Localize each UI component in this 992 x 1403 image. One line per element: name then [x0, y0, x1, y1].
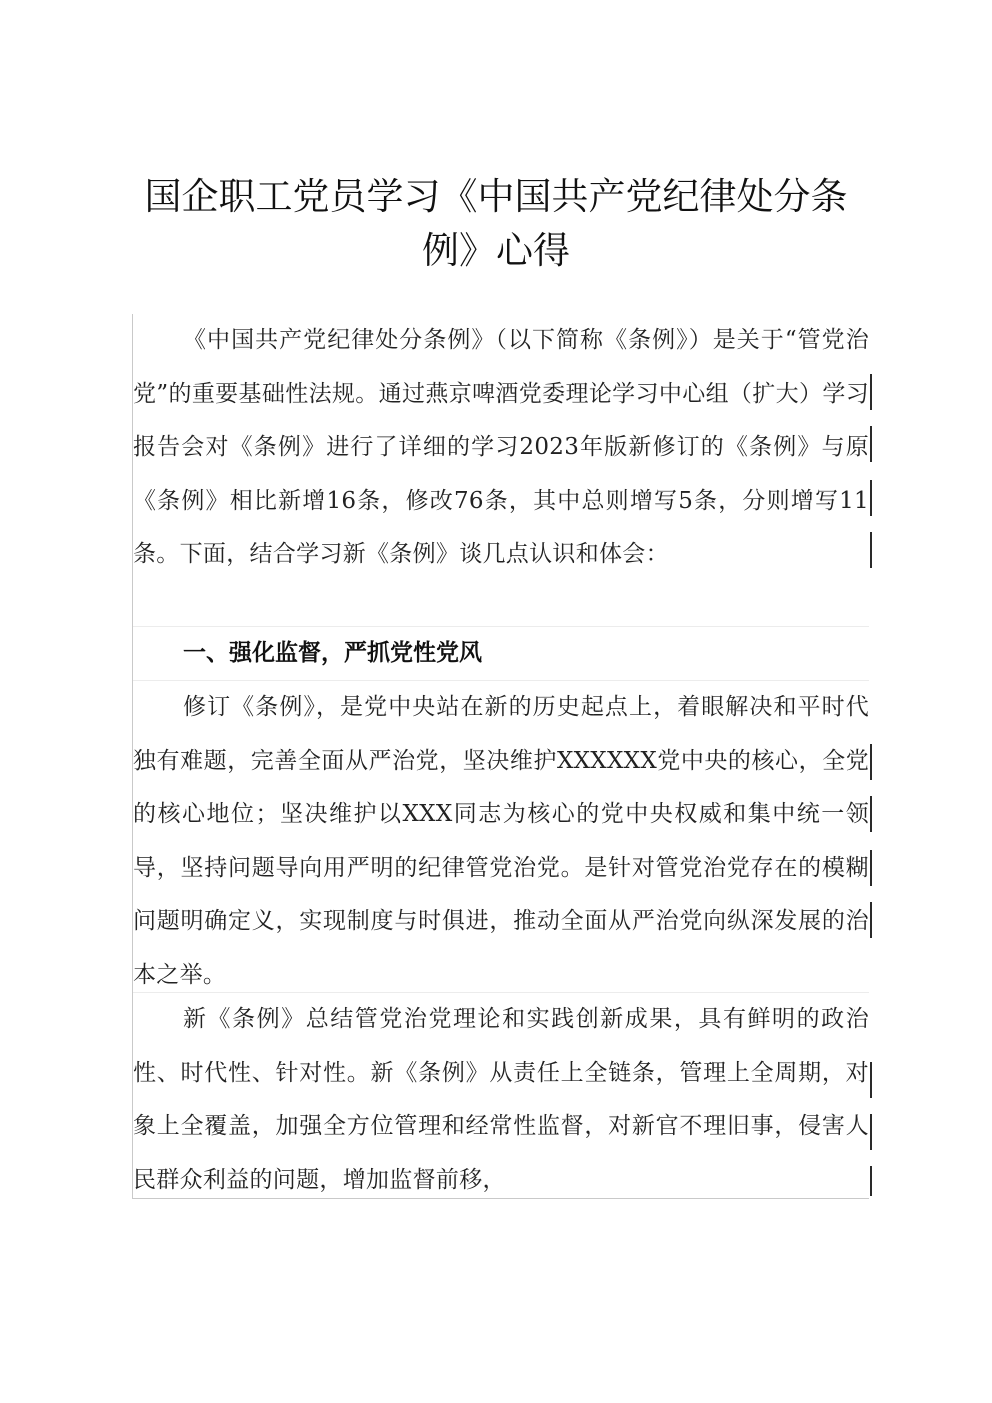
intro-block	[133, 314, 869, 626]
margin-mark	[870, 426, 872, 462]
margin-mark	[870, 1062, 872, 1098]
margin-mark	[870, 532, 872, 568]
margin-mark	[870, 1114, 872, 1150]
margin-mark	[870, 480, 872, 516]
document-title: 国企职工党员学习《中国共产党纪律处分条例》心得	[144, 175, 848, 272]
document-body	[132, 314, 869, 1199]
body-block-1	[133, 680, 869, 988]
margin-mark	[870, 1166, 872, 1196]
heading-block	[133, 626, 869, 681]
margin-mark	[870, 796, 872, 832]
paragraph-revision: 修订《条例》，是党中央站在新的历史起点上，着眼解决和平时代独有难题，完善全面从严治党，坚决维护XXXXXX党中央的核心，全党的核心地位；坚决维护以XXX同志为核心的党中央权威和集中统一领导，坚持问题导向用严明的纪律管党治党。是针对管党治党存在的模糊问题明确定义，实现制度与时俱进，推动全面从严治党向纵深发展的治本之举。	[133, 694, 869, 988]
margin-mark	[870, 850, 872, 886]
paragraph-new-regulation: 新《条例》总结管党治党理论和实践创新成果，具有鲜明的政治性、时代性、针对性。新《条例》从责任上全链条，管理上全周期，对象上全覆盖，加强全方位管理和经常性监督，对新官不理旧事，侵害人民群众利益的问题，增加监督前移，	[133, 1006, 869, 1193]
paragraph-intro: 《中国共产党纪律处分条例》（以下简称《条例》）是关于“管党治党”的重要基础性法规。通过燕京啤酒党委理论学习中心组（扩大）学习报告会对《条例》进行了详细的学习2023年版新修订的《条例》与原《条例》相比新增16条，修改76条，其中总则增写5条，分则增写11条。下面，结合学习新《条例》谈几点认识和体会：	[133, 327, 869, 567]
margin-mark	[870, 374, 872, 410]
margin-mark	[870, 744, 872, 780]
body-block-2	[133, 992, 869, 1199]
section-heading: 一、强化监督，严抓党性党风	[183, 640, 482, 666]
margin-mark	[870, 902, 872, 938]
